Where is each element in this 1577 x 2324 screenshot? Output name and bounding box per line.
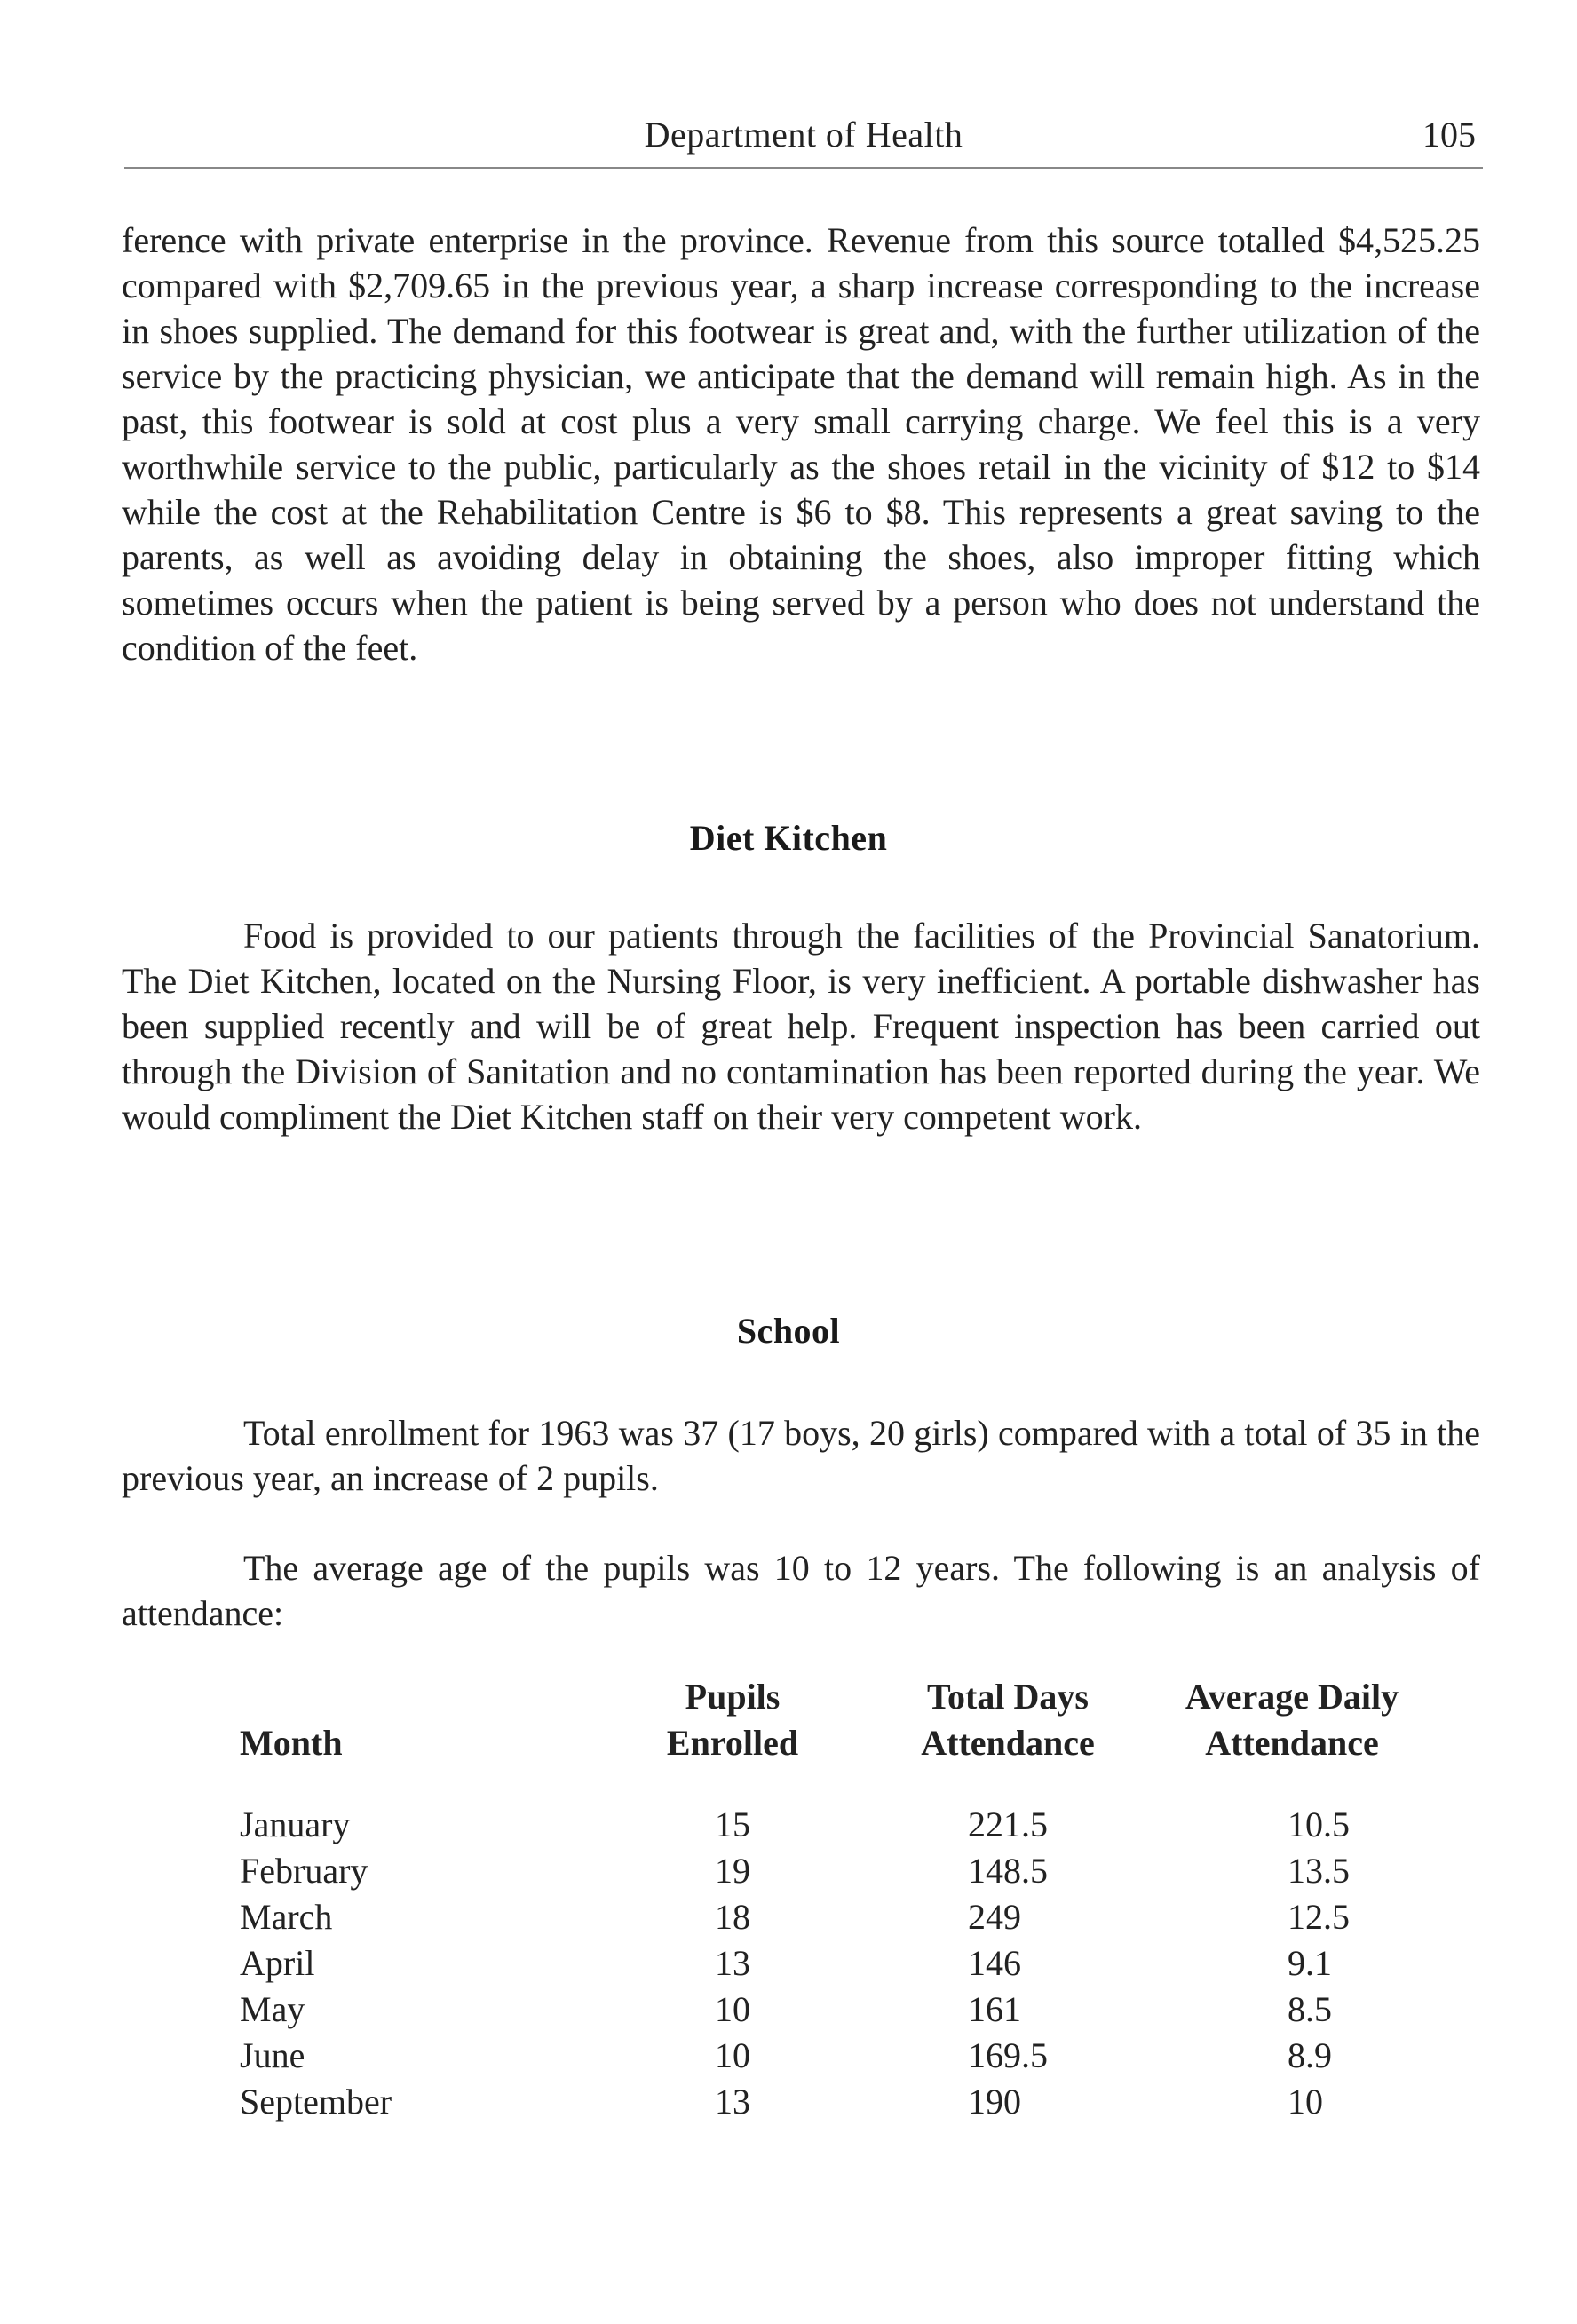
paragraph-average-age: The average age of the pupils was 10 to 12 years. The following is an analysis of attendance: [122,1548,1480,1633]
paragraph-enrollment: Total enrollment for 1963 was 37 (17 boys, 20 girls) compared with a total of 35 in the previous year, an increase of 2 pupils. [122,1413,1480,1498]
cell-pupils: 10 [715,2035,750,2075]
cell-days: 249 [968,1897,1021,1937]
paragraph-diet-kitchen: Food is provided to our patients through the facilities of the Provincial Sanatorium. The Diet Kitchen, located on the Nursing Floor, is very inefficient. A portable dishwasher has been supplied recently and will be of great help. Frequent inspection has been carried out through the Division of Sanitation and no contamination has been reported during the year. We would compliment the Diet Kitchen staff on their very competent work. [122,916,1480,1137]
cell-pupils: 18 [715,1897,750,1937]
cell-days: 169.5 [968,2035,1048,2075]
header-pupils-line1: Pupils [685,1677,781,1717]
cell-month: May [240,1989,305,2029]
header-avg-line1: Average Daily [1185,1677,1399,1717]
table-header-row-2 [240,1720,1438,1766]
cell-avg: 9.1 [1288,1943,1332,1983]
header-month: Month [240,1723,343,1763]
table-row [240,1940,1438,1987]
cell-month: April [240,1943,315,1983]
cell-month: June [240,2035,305,2075]
cell-pupils: 13 [715,2082,750,2122]
heading-school: School [736,1311,841,1351]
header-days-line1: Total Days [927,1677,1089,1717]
header-days-line2: Attendance [921,1723,1095,1763]
cell-avg: 8.5 [1288,1989,1332,2029]
table-header-row-1 [240,1674,1438,1720]
cell-days: 221.5 [968,1804,1048,1844]
heading-diet-kitchen: Diet Kitchen [689,818,888,858]
table-row [240,1802,1438,1848]
running-header [124,105,1483,167]
cell-pupils: 10 [715,1989,750,2029]
cell-days: 161 [968,1989,1021,2029]
table-row [240,2079,1438,2125]
cell-pupils: 15 [715,1804,750,1844]
running-title: Department of Health [644,115,963,155]
table-spacer [240,1766,1438,1802]
cell-pupils: 19 [715,1851,750,1891]
cell-days: 190 [968,2082,1021,2122]
paragraph-footwear-revenue: ference with private enterprise in the province. Revenue from this source totalled $4,525.25 compared with $2,709.65 in the previous year, a sharp increase corresponding to the increase in shoes supplied. The demand for this footwear is great and, with the further utilization of the service by the practicing physician, we anticipate that the demand will remain high. As in the past, this footwear is sold at cost plus a very small carrying charge. We feel this is a very worthwhile service to the public, particularly as the shoes retail in the vicinity of $12 to $14 while the cost at the Rehabilitation Centre is $6 to $8. This represents a great saving to the parents, as well as avoiding delay in obtaining the shoes, also improper fitting which sometimes occurs when the patient is being served by a person who does not understand the condition of the feet. [122,220,1480,668]
table-row [240,1987,1438,2033]
header-avg-line2: Attendance [1205,1723,1379,1763]
cell-month: February [240,1851,368,1891]
table-row [240,1894,1438,1940]
cell-avg: 12.5 [1288,1897,1350,1937]
cell-month: March [240,1897,333,1937]
cell-days: 146 [968,1943,1021,1983]
attendance-table-wrapper [240,1674,1483,2125]
page-number: 105 [1422,115,1476,155]
attendance-table [240,1674,1438,2125]
cell-avg: 10.5 [1288,1804,1350,1844]
cell-avg: 13.5 [1288,1851,1350,1891]
cell-month: September [240,2082,392,2122]
cell-month: January [240,1804,351,1844]
cell-days: 148.5 [968,1851,1048,1891]
header-pupils-line2: Enrolled [666,1723,799,1763]
header-month-blank [240,1674,595,1720]
header-rule [124,167,1483,169]
table-row [240,1848,1438,1894]
cell-avg: 8.9 [1288,2035,1332,2075]
table-row [240,2033,1438,2079]
cell-avg: 10 [1288,2082,1323,2122]
cell-pupils: 13 [715,1943,750,1983]
